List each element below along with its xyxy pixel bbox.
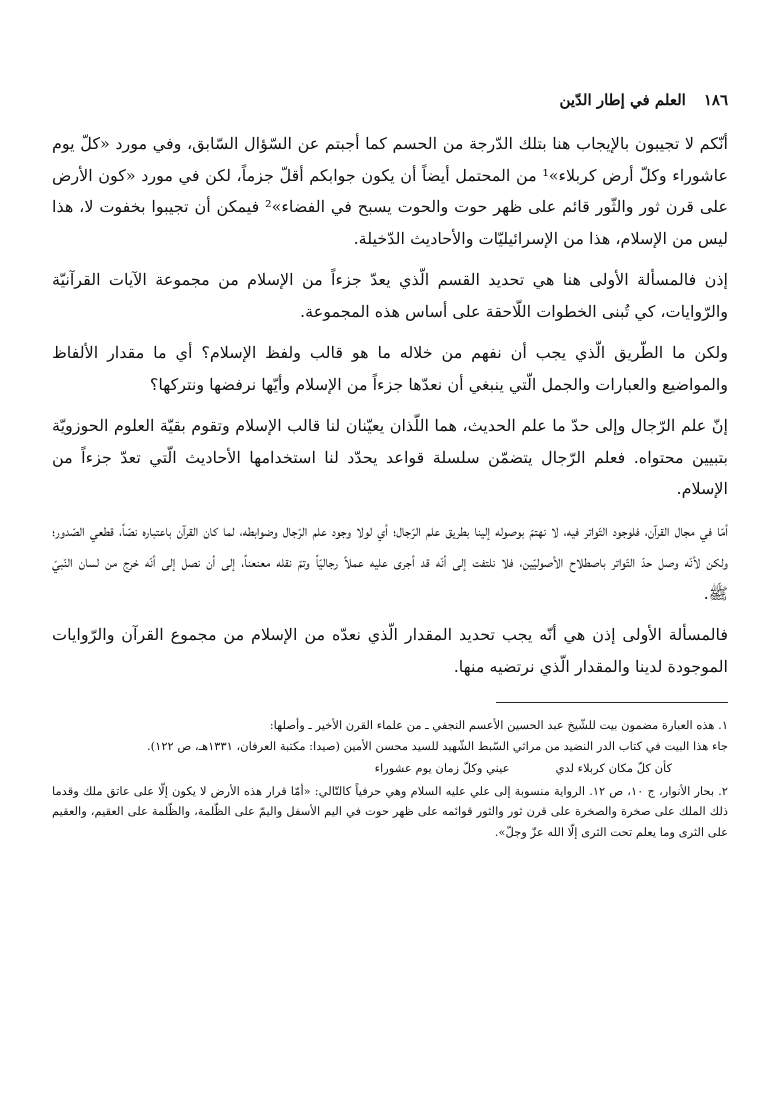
footnote-2: ٢. بحار الأنوار، ج ١٠، ص ١٢. الرواية منسوبة إلى علي عليه السلام وهي حرفياً كالتّالي: «أمّا قرار هذه الأرض لا يكون إلّا على عاتق ملك وقدما ذلك الملك على صخرة والصخرة على قرن ثور والثور قوائمه على ظهر حوت في اليم الأسفل واليمّ على الظّلمة، والظّلمة على العقيم، والعقيم على الثرى وما يعلم تحت الثرى إلّا الله عزّ وجلّ». [52, 783, 728, 839]
paragraph: ولكن ما الطّريق الّذي يجب أن نفهم من خلاله ما هو قالب ولفظ الإسلام؟ أي ما مقدار الألفاظ والمواضيع والعبارات والجمل الّتي ينبغي أن نعدّها جزءاً من الإسلام وأيّها نرفضها ونتركها؟ [52, 343, 728, 394]
body-text [52, 128, 728, 682]
footnote-divider [496, 702, 728, 703]
footnote-1-line-2: جاء هذا البيت في كتاب الدر النضيد من مراثي السّبط الشّهيد للسيد محسن الأمين (صيدا: مكتبة العرفان، ١٣٣١هـ، ص ١٢٢). [147, 738, 728, 753]
verse [52, 758, 728, 779]
paragraph: أنّكم لا تجيبون بالإيجاب هنا بتلك الدّرجة من الحسم كما أجبتم عن السّؤال السّابق، وفي مورد «كلّ يوم عاشوراء وكلّ أرض كربلاء»¹ من المحتمل أيضاً أن يكون جوابكم أقلّ جزماً، لكن في مورد «كون الأرض على قرن ثور والثّور قائم على ظهر حوت والحوت يسبح في الفضاء»² فيمكن أن تجيبوا بخفوت لا، هذا ليس من الإسلام، هذا من الإسرائيليّات والأحاديث الدّخيلة. [52, 134, 729, 248]
book-page [52, 86, 728, 842]
verse-left-hemistich: عيني وكلّ زمان يوم عشوراء [374, 761, 510, 775]
paragraph: إنّ علم الرّجال وإلى حدّ ما علم الحديث، هما اللّذان يعيّنان لنا قالب الإسلام وتقوم بقيّة العلوم الحوزويّة بتبيين محتواه. فعلم الرّجال يتضمّن سلسلة قواعد يحدّد لنا استخدامها الأحاديث الّتي تعدّ جزءاً من الإسلام. [52, 416, 728, 498]
paragraph: إذن فالمسألة الأولى هنا هي تحديد القسم الّذي يعدّ جزءاً من الإسلام من مجموعة الآيات القرآنيّة والرّوايات، كي تُبنى الخطوات اللّاحقة على أساس هذه المجموعة. [52, 270, 728, 321]
paragraph: أمّا في مجال القرآن، فلوجود التّواتر فيه، لا نهتمّ بوصوله إلينا بطريق علم الرّجال؛ أي لولا وجود علم الرّجال وضوابطه، لما كان القرآن باعتباره نصّاً، قطعي الصّدور؛ ولكن لأنّه وصل حدّ التّواتر باصطلاح الأصوليّين، فلا نلتفت إلى أنّه قد أجرى عليه عملاً رجاليّاً وتمّ نقله معنعناً، إلى أن نصل إلى أنّه خرج من لسان النّبيّ ﷺ. [52, 520, 729, 603]
footnote-1-line-1: ١. هذه العبارة مضمون بيت للشّيخ عبد الحسين الأعسم النجفي ـ من علماء القرن الأخير ـ وأصلها: [269, 718, 728, 732]
running-title: العلم في إطار الدّين [559, 91, 686, 109]
paragraph: فالمسألة الأولى إذن هي أنّه يجب تحديد المقدار الّذي نعدّه من الإسلام من مجموع القرآن والرّوايات الموجودة لدينا والمقدار الّذي نرتضيه منها. [52, 625, 728, 676]
verse-right-hemistich: كأن كلّ مكان كربلاء لدي [555, 761, 672, 775]
page-header [52, 86, 728, 114]
page-number: ١٨٦ [703, 91, 728, 109]
footnotes [52, 715, 728, 842]
